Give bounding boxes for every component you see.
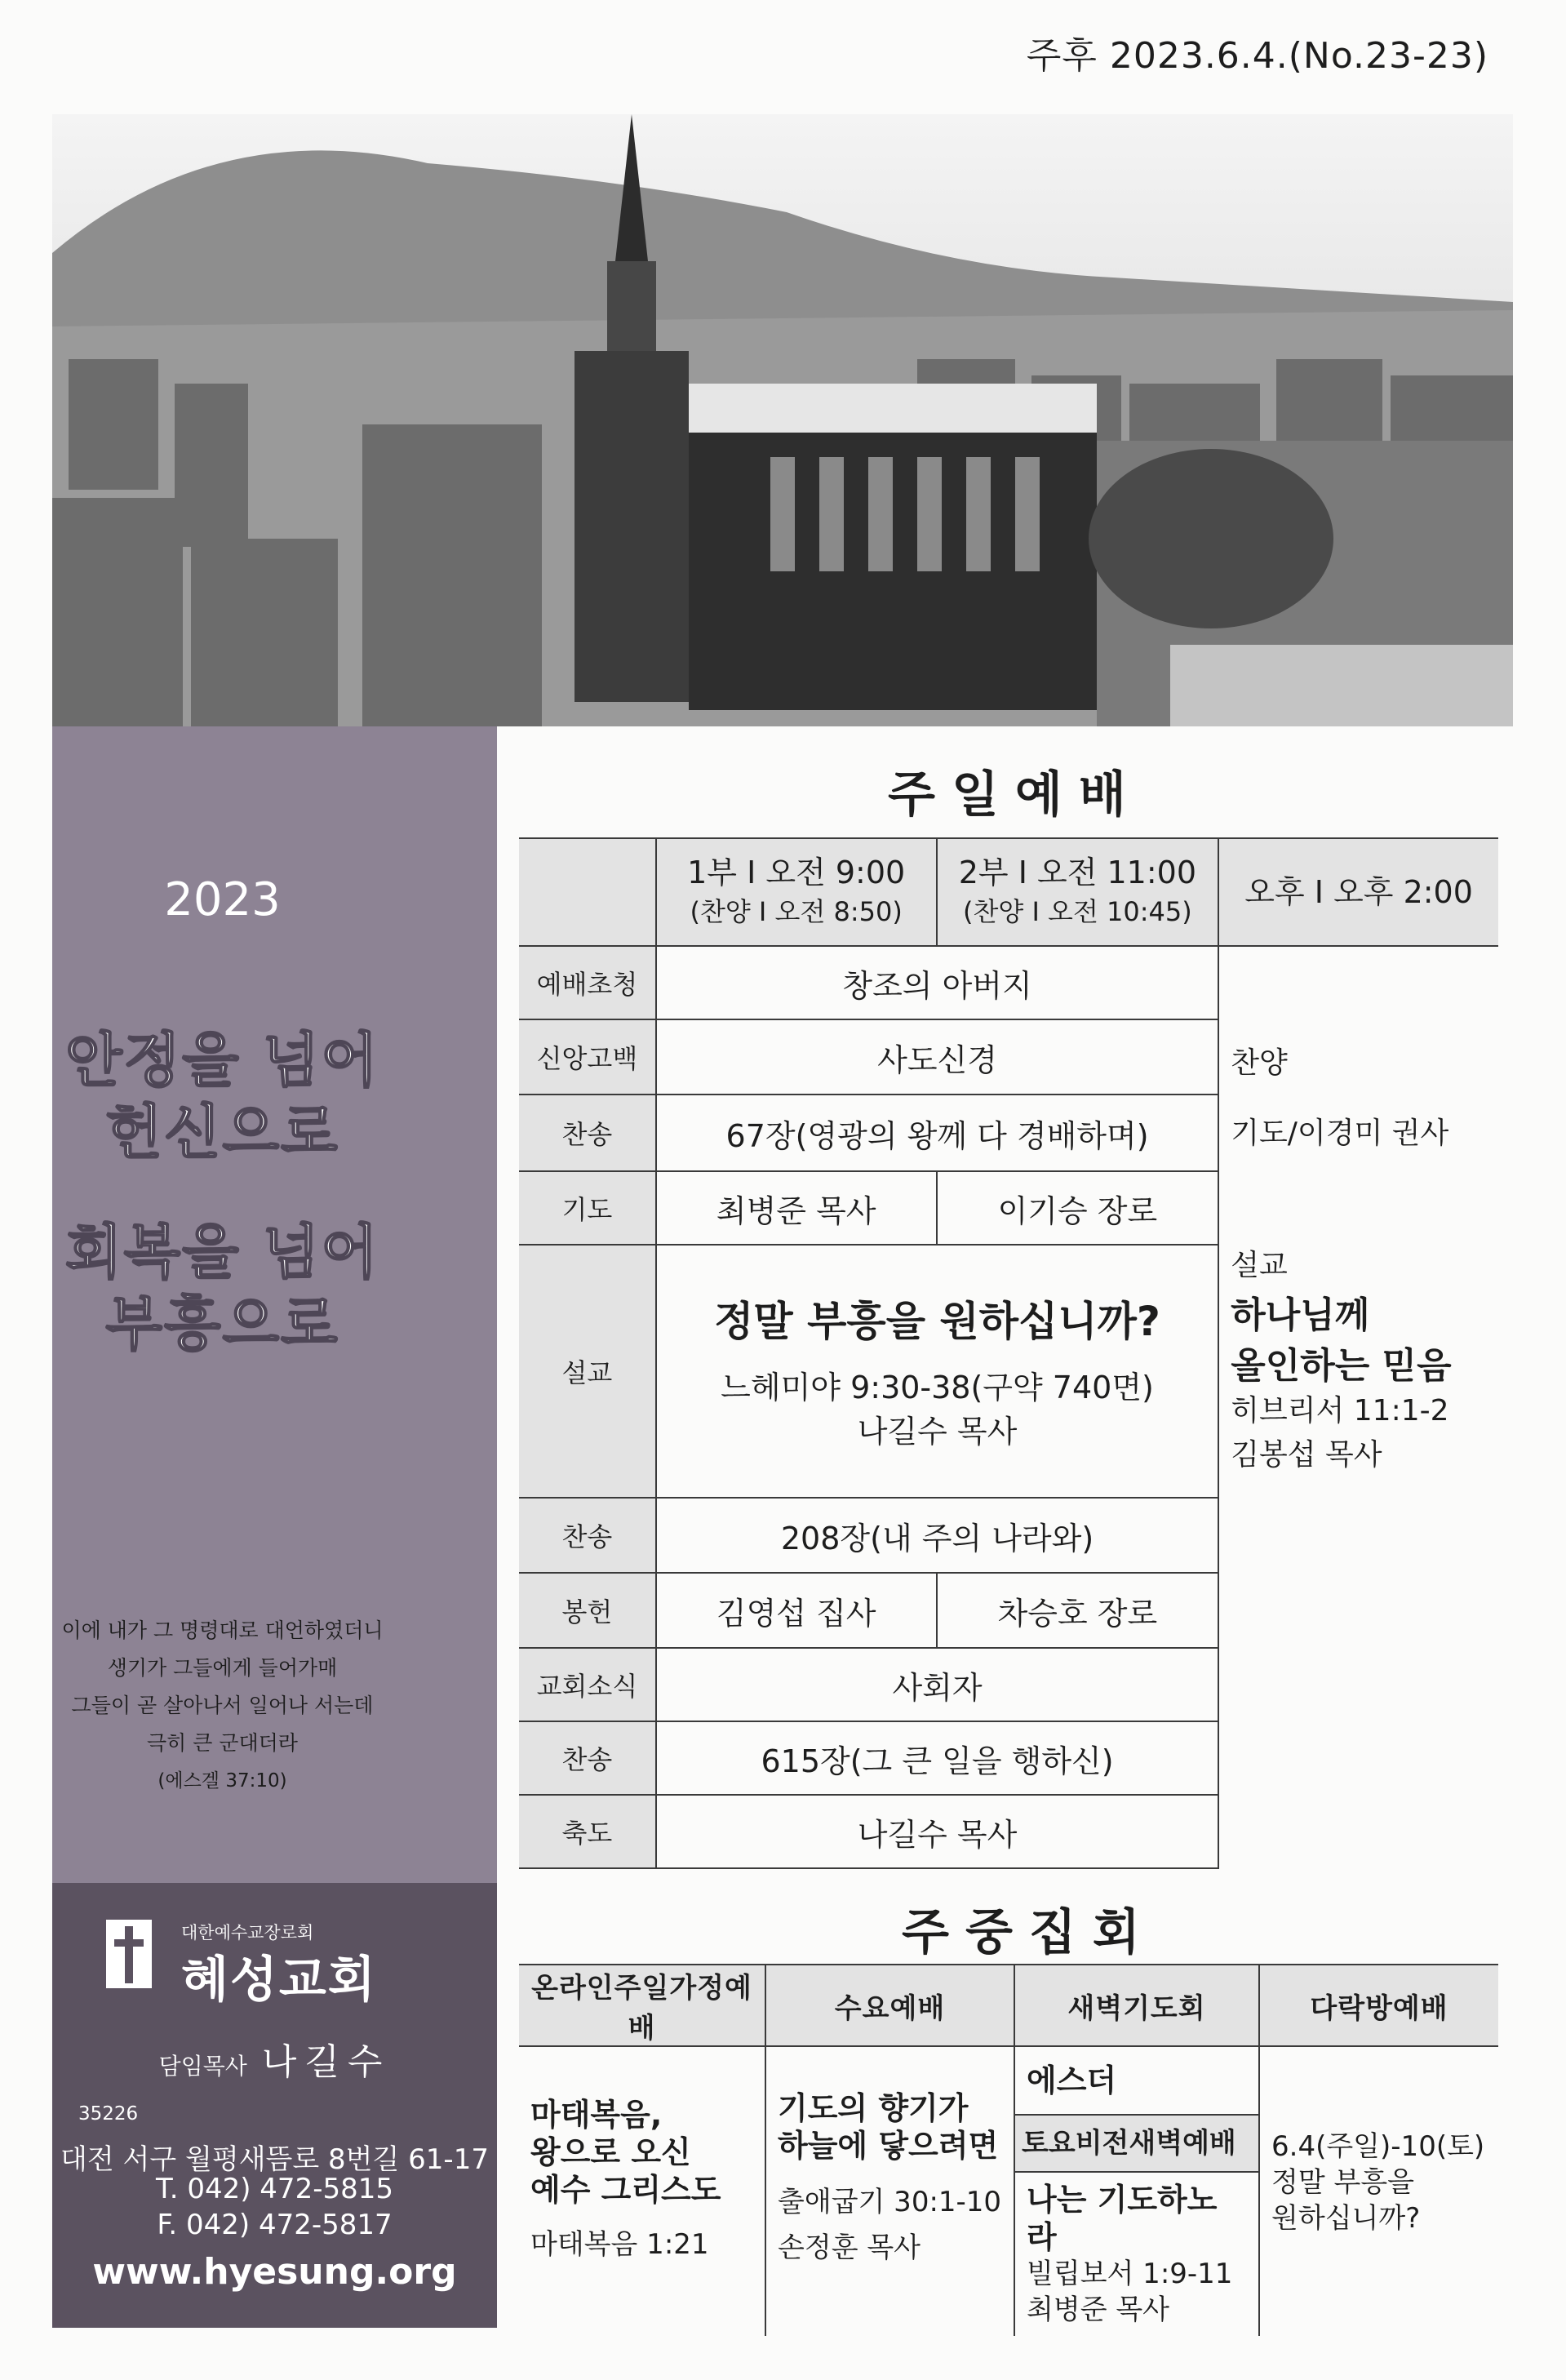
hymn-value: 67장(영광의 왕께 다 경배하며) bbox=[656, 1095, 1218, 1171]
church-cross-logo-icon bbox=[106, 1920, 152, 1988]
row-label: 예배초청 bbox=[519, 946, 656, 1019]
darakbang-topic: 원하십니까? bbox=[1271, 2202, 1421, 2235]
church-fax: F. 042) 472-5817 bbox=[157, 2209, 393, 2241]
offering-first-service: 김영섭 집사 bbox=[656, 1573, 937, 1648]
church-photo bbox=[52, 114, 1513, 726]
motto-line: 안정을 넘어 bbox=[65, 1026, 379, 1095]
wednesday-scripture: 출애굽기 30:1-10 bbox=[778, 2186, 1002, 2218]
dawn-preacher: 최병준 목사 bbox=[1027, 2293, 1170, 2326]
invitation-value: 창조의 아버지 bbox=[656, 946, 1218, 1019]
verse-line: 그들이 곧 살아나서 일어나 서는데 bbox=[71, 1694, 374, 1717]
motto-line: 회복을 넘어 bbox=[65, 1218, 379, 1286]
verse-line: 극히 큰 군대더라 bbox=[147, 1731, 298, 1755]
prayer-second-service: 이기승 장로 bbox=[937, 1171, 1219, 1245]
benediction-value: 나길수 목사 bbox=[656, 1795, 1218, 1868]
pastor-name: 나길수 bbox=[261, 2041, 391, 2083]
row-label: 축도 bbox=[519, 1795, 656, 1868]
saturday-dawn-service: 토요비전새벽예배 bbox=[1014, 2115, 1259, 2172]
row-label: 찬송 bbox=[519, 1095, 656, 1171]
column-header: 다락방예배 bbox=[1259, 1965, 1498, 2046]
church-phone: T. 042) 472-5815 bbox=[155, 2173, 393, 2205]
pm-prayer: 기도/이경미 권사 bbox=[1231, 1117, 1449, 1150]
row-label: 기도 bbox=[519, 1171, 656, 1245]
motto-line: 부흥으로 bbox=[105, 1290, 339, 1358]
wednesday-service-cell bbox=[765, 2046, 1014, 2336]
second-service-time: 2부 I 오전 11:00 bbox=[958, 855, 1196, 890]
online-title: 마태복음, bbox=[530, 2097, 663, 2133]
row-label: 설교 bbox=[519, 1245, 656, 1498]
dawn-service-cell bbox=[1014, 2172, 1259, 2336]
darakbang-dates: 6.4(주일)-10(토) bbox=[1271, 2130, 1485, 2163]
sunday-service-title: 주일예배 bbox=[888, 766, 1142, 824]
table-row bbox=[519, 946, 1498, 1019]
pm-sermon-title: 하나님께 bbox=[1231, 1294, 1370, 1336]
table-corner bbox=[519, 838, 656, 946]
weekly-meetings-table bbox=[519, 1964, 1498, 2336]
second-service-praise-time: (찬양 I 오전 10:45) bbox=[962, 896, 1192, 927]
denomination: 대한예수교장로회 bbox=[181, 1923, 314, 1943]
weekly-meetings-title: 주중집회 bbox=[902, 1904, 1156, 1961]
dawn-title: 나는 기도하노라 bbox=[1027, 2182, 1218, 2255]
church-address: 대전 서구 월평새뜸로 8번길 61-17 bbox=[60, 2143, 489, 2176]
wednesday-title: 기도의 향기가 bbox=[778, 2090, 969, 2126]
dawn-esther-cell bbox=[1014, 2046, 1259, 2115]
wednesday-preacher: 손정훈 목사 bbox=[778, 2231, 921, 2264]
dawn-book: 에스더 bbox=[1027, 2063, 1117, 2098]
pm-sermon-label: 설교 bbox=[1231, 1249, 1288, 1282]
motto-year: 2023 bbox=[164, 873, 281, 926]
row-label: 교회소식 bbox=[519, 1648, 656, 1721]
online-scripture: 마태복음 1:21 bbox=[530, 2228, 709, 2261]
creed-value: 사도신경 bbox=[656, 1019, 1218, 1095]
row-label: 찬송 bbox=[519, 1498, 656, 1573]
online-title: 예수 그리스도 bbox=[530, 2172, 721, 2208]
darakbang-topic: 정말 부흥을 bbox=[1271, 2166, 1415, 2199]
table-row bbox=[519, 2046, 1498, 2115]
first-service-time: 1부 I 오전 9:00 bbox=[687, 855, 906, 890]
row-label: 봉헌 bbox=[519, 1573, 656, 1648]
column-header: 새벽기도회 bbox=[1014, 1965, 1259, 2046]
scripture-verse bbox=[0, 1612, 445, 1800]
dawn-scripture: 빌립보서 1:9-11 bbox=[1027, 2258, 1233, 2290]
verse-line: 생기가 그들에게 들어가매 bbox=[107, 1656, 338, 1680]
afternoon-service-column bbox=[1218, 946, 1498, 1868]
first-service-header bbox=[656, 838, 937, 946]
first-service-praise-time: (찬양 I 오전 8:50) bbox=[690, 896, 903, 927]
motto-first bbox=[0, 1024, 445, 1168]
row-label: 신앙고백 bbox=[519, 1019, 656, 1095]
sunday-service-table bbox=[519, 837, 1498, 1869]
senior-pastor bbox=[52, 2032, 497, 2085]
sermon-preacher: 나길수 목사 bbox=[857, 1414, 1018, 1450]
afternoon-service-header: 오후 I 오후 2:00 bbox=[1218, 838, 1498, 946]
pm-preacher: 김봉섭 목사 bbox=[1231, 1438, 1382, 1472]
motto-second bbox=[0, 1216, 445, 1360]
pm-praise: 찬양 bbox=[1231, 1046, 1288, 1080]
prayer-first-service: 최병준 목사 bbox=[656, 1171, 937, 1245]
pastor-label: 담임목사 bbox=[158, 2053, 247, 2080]
wednesday-title: 하늘에 닿으려면 bbox=[778, 2128, 999, 2164]
verse-reference: (에스겔 37:10) bbox=[157, 1770, 287, 1792]
row-label: 찬송 bbox=[519, 1721, 656, 1795]
church-website: www.hyesung.org bbox=[92, 2251, 457, 2293]
hymn-value: 208장(내 주의 나라와) bbox=[656, 1498, 1218, 1573]
table-header-row bbox=[519, 1965, 1498, 2046]
table-header-row bbox=[519, 838, 1498, 946]
sermon-scripture: 느헤미야 9:30-38(구약 740면) bbox=[721, 1370, 1154, 1405]
online-service-cell bbox=[519, 2046, 765, 2336]
pm-sermon-title: 올인하는 믿음 bbox=[1231, 1345, 1452, 1387]
pm-sermon-text: 히브리서 11:1-2 bbox=[1231, 1394, 1449, 1428]
news-value: 사회자 bbox=[656, 1648, 1218, 1721]
church-name: 혜성교회 bbox=[181, 1952, 377, 2009]
darakbang-cell bbox=[1259, 2046, 1498, 2336]
bulletin-date: 주후 2023.6.4.(No.23-23) bbox=[1026, 35, 1488, 77]
sermon-title: 정말 부흥을 원하십니까? bbox=[714, 1298, 1160, 1345]
sermon-cell bbox=[656, 1245, 1218, 1498]
second-service-header bbox=[937, 838, 1219, 946]
online-title: 왕으로 오신 bbox=[530, 2134, 691, 2170]
offering-second-service: 차승호 장로 bbox=[937, 1573, 1219, 1648]
motto-line: 헌신으로 bbox=[105, 1098, 339, 1166]
column-header: 수요예배 bbox=[765, 1965, 1014, 2046]
zip-code: 35226 bbox=[78, 2103, 139, 2125]
verse-line: 이에 내가 그 명령대로 대언하였더니 bbox=[61, 1618, 384, 1642]
hymn-value: 615장(그 큰 일을 행하신) bbox=[656, 1721, 1218, 1795]
column-header: 온라인주일가정예배 bbox=[519, 1965, 765, 2046]
